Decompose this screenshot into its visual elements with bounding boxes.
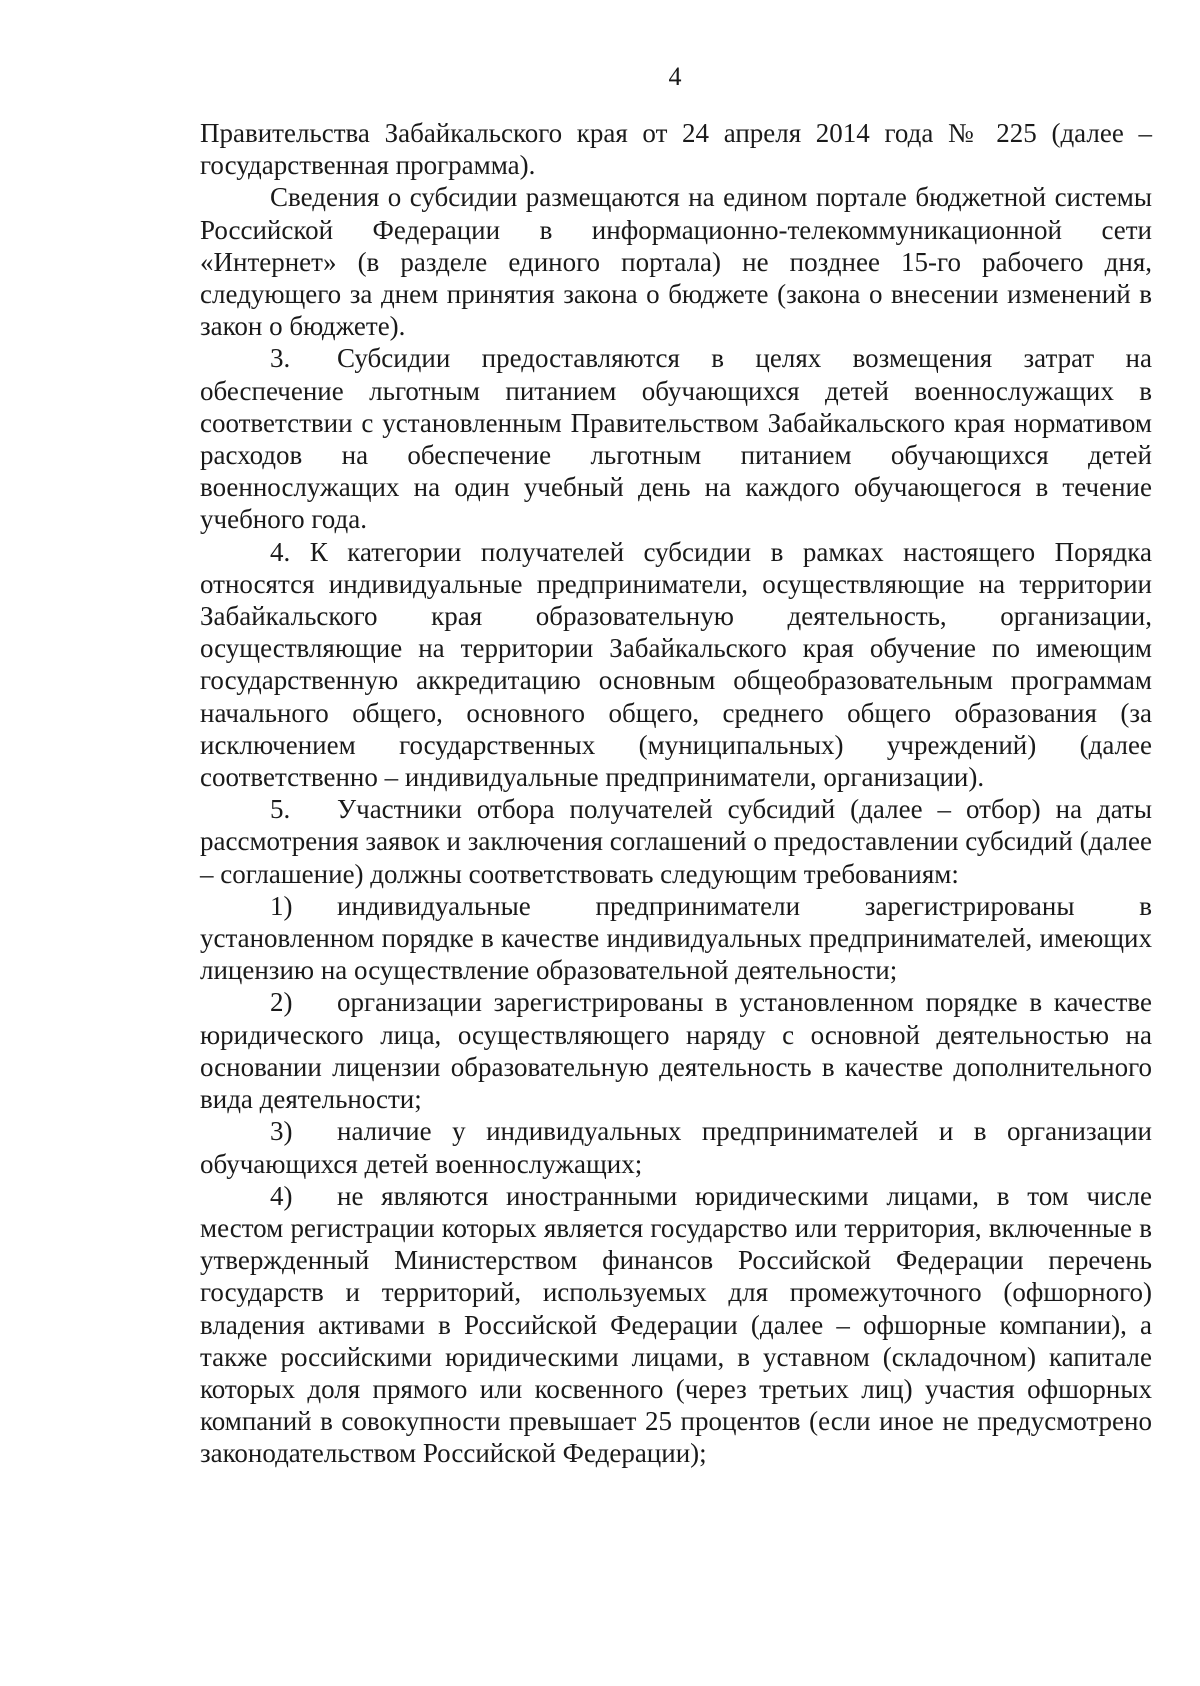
requirement-3 xyxy=(200,1115,1152,1179)
paragraph-text: Правительства Забайкальского края от 24 апреля 2014 года № 225 (далее – государственная программа). xyxy=(200,118,1152,181)
item-number: 3) xyxy=(270,1116,293,1147)
item-number: 3. xyxy=(270,343,291,374)
paragraph-program-reference xyxy=(200,117,1152,181)
paragraph-subsidy-info xyxy=(200,181,1152,342)
item-number: 5. xyxy=(270,794,291,825)
paragraph-text: Сведения о субсидии размещаются на едином портале бюджетной системы Российской Федерации в информационно-телекоммуникационной сети «Интернет» (в разделе единого портала) не позднее 15-го рабочего дня, следующего за днем принятия закона о бюджете (закона о внесении изменений в закон о бюджете). xyxy=(200,182,1152,342)
paragraph-item-4 xyxy=(200,536,1152,794)
requirement-4 xyxy=(200,1180,1152,1470)
requirement-2 xyxy=(200,986,1152,1115)
paragraph-item-5 xyxy=(200,793,1152,890)
paragraph-text: наличие у индивидуальных предпринимателей и в организации обучающихся детей военнослужащих; xyxy=(200,1116,1152,1179)
paragraph-text: Участники отбора получателей субсидий (далее – отбор) на даты рассмотрения заявок и заключения соглашений о предоставлении субсидий (далее – соглашение) должны соответствовать следующим требованиям: xyxy=(200,794,1152,889)
paragraph-item-3 xyxy=(200,342,1152,535)
item-number: 1) xyxy=(270,890,293,921)
item-number: 4) xyxy=(270,1180,293,1211)
requirement-1 xyxy=(200,890,1152,987)
page-number: 4 xyxy=(668,62,682,91)
document-body xyxy=(200,117,1152,1470)
paragraph-text: Субсидии предоставляются в целях возмещения затрат на обеспечение льготным питанием обучающихся детей военнослужащих в соответствии с установленным Правительством Забайкальского края нормативом расходов на обеспечение льготным питанием обучающихся детей военнослужащих на один учебный день на каждого обучающегося в течение учебного года. xyxy=(200,343,1152,535)
paragraph-text: не являются иностранными юридическими лицами, в том числе местом регистрации которых является государство или территория, включенные в утвержденный Министерством финансов Российской Федерации перечень государств и территорий, используемых для промежуточного (офшорного) владения активами в Российской Федерации (далее – офшорные компании), а также российскими юридическими лицами, в уставном (складочном) капитале которых доля прямого или косвенного (через третьих лиц) участия офшорных компаний в совокупности превышает 25 процентов (если иное не предусмотрено законодательством Российской Федерации); xyxy=(200,1180,1152,1469)
paragraph-text: индивидуальные предприниматели зарегистрированы в установленном порядке в качестве индивидуальных предпринимателей, имеющих лицензию на осуществление образовательной деятельности; xyxy=(200,890,1152,986)
paragraph-text: организации зарегистрированы в установленном порядке в качестве юридического лица, осуществляющего наряду с основной деятельностью на основании лицензии образовательную деятельность в качестве дополнительного вида деятельности; xyxy=(200,987,1152,1115)
item-number: 2) xyxy=(270,987,293,1018)
paragraph-text: 4. К категории получателей субсидии в рамках настоящего Порядка относятся индивидуальные предприниматели, осуществляющие на территории Забайкальского края образовательную деятельность, организации, осуществляющие на территории Забайкальского края обучение по имеющим государственную аккредитацию основным общеобразовательным программам начального общего, основного общего, среднего общего образования (за исключением государственных (муниципальных) учреждений) (далее соответственно – индивидуальные предприниматели, организации). xyxy=(200,536,1152,793)
